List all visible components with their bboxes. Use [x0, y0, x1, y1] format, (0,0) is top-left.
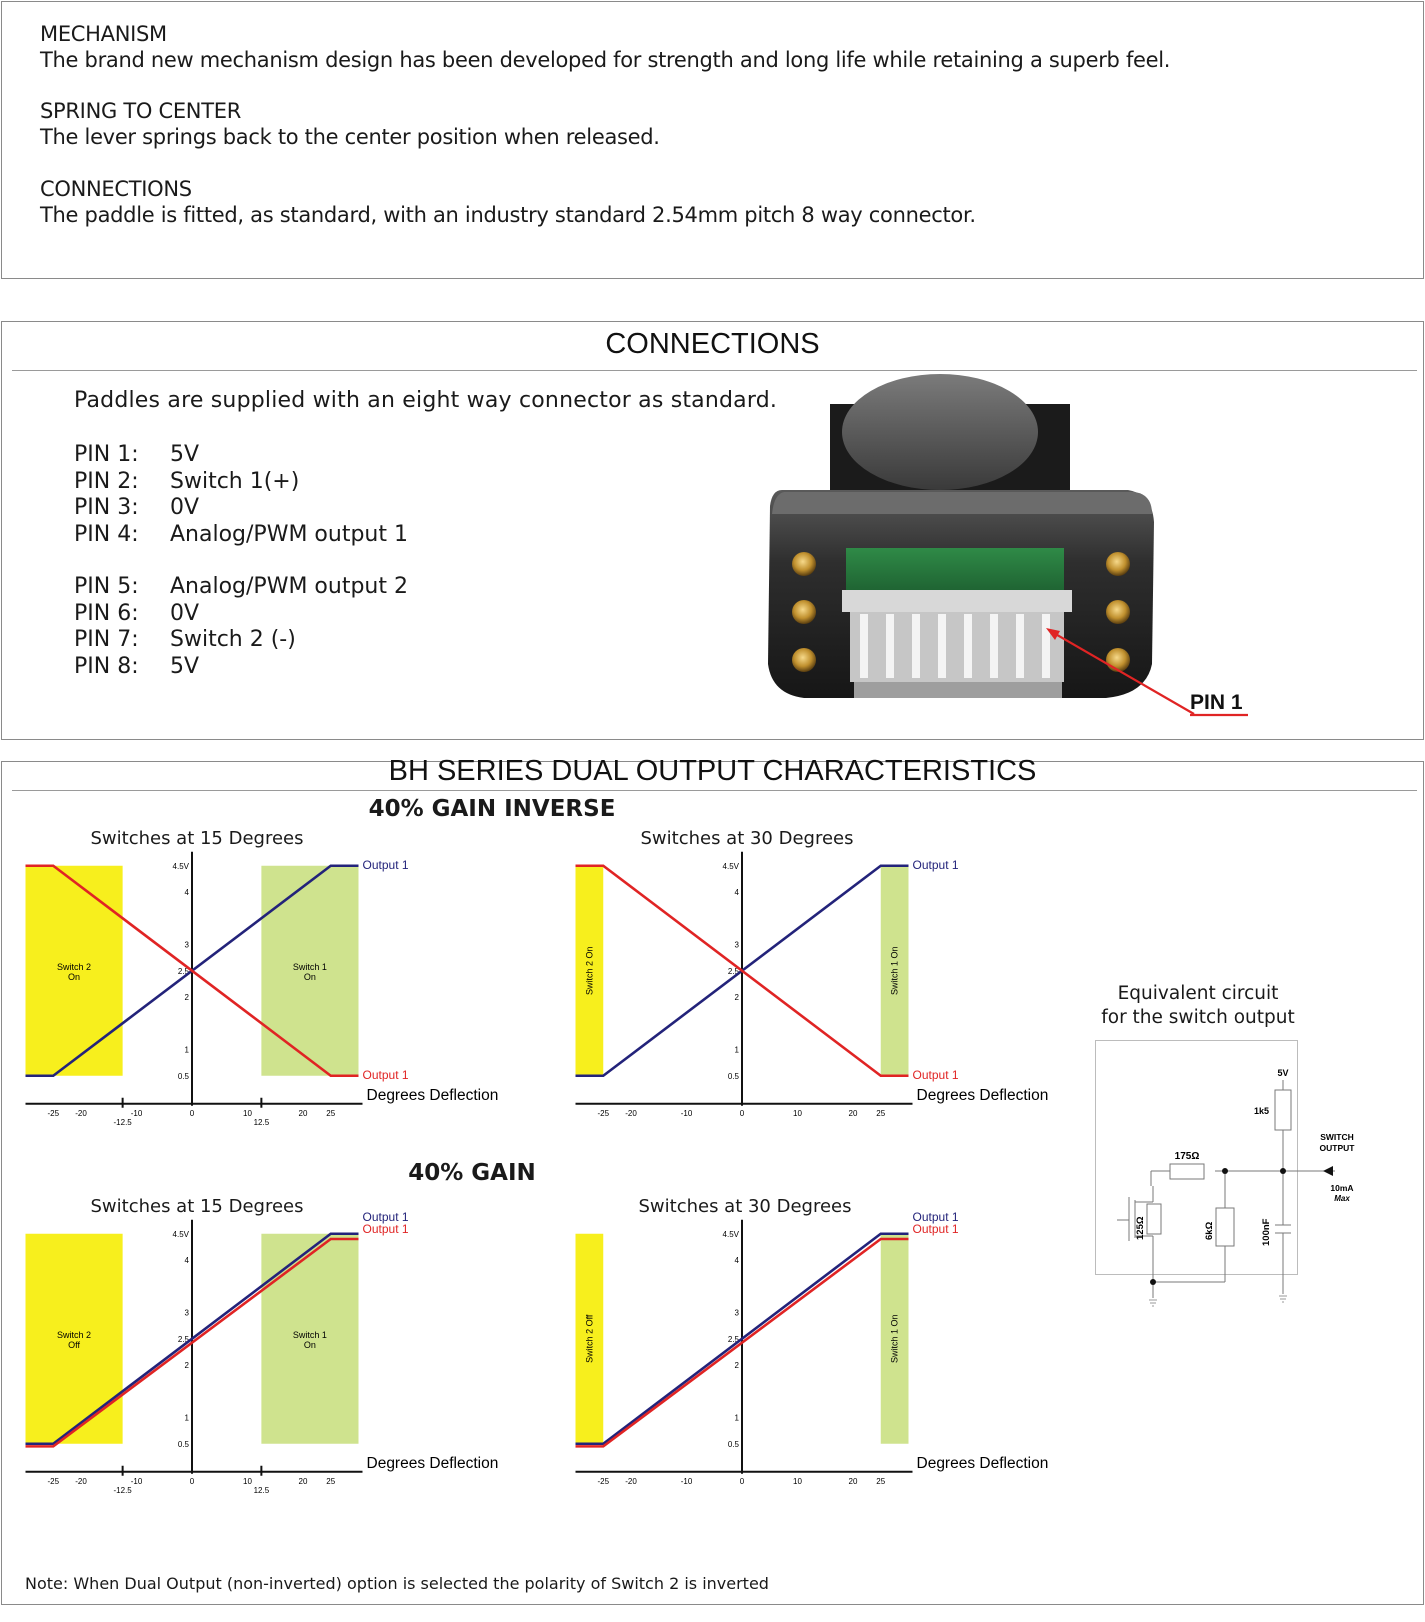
x-tick-label: 12.5: [253, 1485, 270, 1495]
r-series-label: 175Ω: [1174, 1151, 1200, 1162]
y-tick-label: 0.5: [727, 1439, 739, 1449]
pin-name: PIN 8:: [74, 653, 139, 679]
chart-title: Switches at 15 Degrees: [90, 1196, 304, 1217]
pin-value: Switch 1(+): [170, 468, 300, 494]
ground-icon: [1149, 1300, 1157, 1306]
y-tick-label: 4: [184, 1256, 189, 1265]
pin-value: 0V: [170, 495, 200, 520]
y-tick-label: 1: [184, 1413, 189, 1423]
pin-name: PIN 5:: [74, 574, 139, 599]
screw-icon: [792, 600, 816, 624]
pin-value: Analog/PWM output 1: [170, 521, 408, 547]
series-label: Output 1: [362, 857, 409, 872]
pin-value: 0V: [170, 600, 200, 626]
r-gate-label: 125Ω: [1135, 1216, 1146, 1240]
x-tick-label: 20: [298, 1108, 308, 1118]
switch-zone-label: On: [303, 1339, 316, 1350]
x-tick-label: -25: [47, 1476, 60, 1486]
pin-value: 5V: [170, 653, 200, 679]
x-tick-label: 25: [876, 1476, 886, 1486]
panel-title: BH SERIES DUAL OUTPUT CHARACTERISTICS: [388, 755, 1037, 787]
chart-inverse-15: [20, 857, 540, 1160]
pin-row: [74, 601, 408, 628]
x-tick-label: -25: [597, 1476, 610, 1486]
pin-row: [74, 469, 408, 496]
y-tick-label: 2: [734, 993, 739, 1002]
pin-list: [74, 442, 408, 680]
y-tick-label: 0.5: [177, 1071, 189, 1081]
equivalent-circuit: [1095, 1040, 1375, 1280]
x-tick-label: -25: [47, 1108, 60, 1118]
series-label: Output 1: [362, 1221, 409, 1236]
y-tick-label: 2.5: [727, 1334, 739, 1344]
resistor-1k5: [1275, 1090, 1291, 1130]
x-tick-label: -12.5: [113, 1117, 132, 1127]
chart-gain-15: [20, 1209, 540, 1528]
x-tick-label: 10: [243, 1476, 252, 1486]
junction-dot: [1280, 1168, 1286, 1174]
x-tick-label: -20: [75, 1476, 87, 1486]
pin-icon: [860, 614, 868, 678]
switch-zone-label: Switch 2 On: [584, 946, 595, 996]
y-tick-label: 4.5V: [722, 861, 739, 871]
y-tick-label: 3: [184, 940, 189, 950]
x-tick-label: -10: [130, 1108, 143, 1118]
chart-inverse-30: [570, 857, 1090, 1160]
pin-name: PIN 2:: [74, 468, 139, 494]
pin-icon: [1042, 614, 1050, 678]
pin-name: PIN 1:: [74, 442, 139, 467]
chart-title: Switches at 30 Degrees: [640, 828, 854, 849]
resistor-175: [1170, 1164, 1204, 1179]
y-tick-label: 2.5: [177, 966, 189, 976]
pin-row: [74, 442, 408, 469]
screw-icon: [1106, 552, 1130, 576]
circuit-title-line: Equivalent circuit: [1117, 983, 1279, 1004]
y-tick-label: 4: [734, 888, 739, 897]
features-panel: [1, 1, 1424, 279]
y-tick-label: 1: [734, 1413, 739, 1423]
ground-icon: [1279, 1296, 1287, 1302]
r-pullup-label: 1k5: [1253, 1106, 1269, 1116]
feature-text: The brand new mechanism design has been developed for strength and long life while retaining a superb feel.: [40, 48, 1171, 72]
resistor-6k: [1216, 1208, 1234, 1246]
switch-zone-label: On: [68, 971, 81, 982]
y-tick-label: 3: [734, 1308, 739, 1318]
resistor-125: [1147, 1204, 1161, 1234]
y-tick-label: 1: [184, 1045, 189, 1055]
chart-title: Switches at 30 Degrees: [638, 1196, 852, 1217]
x-axis-label: Degrees Deflection: [366, 1086, 499, 1104]
connector-pcb: [846, 548, 1064, 596]
inverse-heading: 40% GAIN INVERSE: [368, 796, 616, 822]
x-tick-label: -20: [625, 1108, 637, 1118]
pin-row: [74, 522, 408, 549]
connections-panel: [1, 321, 1424, 740]
pin-row: [74, 495, 408, 522]
x-axis-label: Degrees Deflection: [916, 1086, 1049, 1104]
connector-header: [850, 612, 1064, 682]
x-tick-label: 10: [793, 1476, 802, 1486]
pin-name: PIN 4:: [74, 521, 139, 547]
current-label: 10mA: [1330, 1183, 1354, 1193]
x-tick-label: 0: [739, 1476, 745, 1486]
pin-icon: [912, 614, 920, 678]
circuit-title: [1088, 982, 1308, 1030]
switch-zone-label: Off: [68, 1339, 80, 1350]
x-tick-label: 12.5: [253, 1117, 270, 1127]
x-tick-label: 20: [848, 1108, 858, 1118]
y-tick-label: 1: [734, 1045, 739, 1055]
output-label: OUTPUT: [1319, 1143, 1355, 1153]
feature-heading: CONNECTIONS: [40, 177, 192, 201]
pin-name: PIN 7:: [74, 627, 139, 652]
series-label: Output 1: [912, 1067, 959, 1082]
junction-dot: [1222, 1168, 1228, 1174]
connector-header-base: [854, 682, 1062, 698]
switch-zone-label: Switch 1: [292, 1329, 327, 1340]
switch-zone-label: Switch 2 Off: [584, 1314, 595, 1363]
feature-connections: [40, 176, 976, 228]
x-tick-label: -20: [75, 1108, 87, 1118]
x-tick-label: -10: [680, 1476, 693, 1486]
characteristics-panel: [1, 755, 1424, 1605]
x-tick-label: 25: [326, 1108, 336, 1118]
feature-mechanism: [40, 21, 1170, 73]
screw-icon: [1106, 648, 1130, 672]
x-tick-label: -10: [680, 1108, 693, 1118]
pin-icon: [938, 614, 946, 678]
screw-icon: [792, 648, 816, 672]
footnote: Note: When Dual Output (non-inverted) option is selected the polarity of Switch 2 is inverted: [25, 1574, 769, 1593]
x-tick-label: 25: [326, 1476, 336, 1486]
x-tick-label: 0: [739, 1108, 745, 1118]
body-top-edge: [772, 492, 1152, 514]
y-tick-label: 2.5: [177, 1334, 189, 1344]
chart-gain-30: [570, 1209, 1090, 1528]
pin-icon: [964, 614, 972, 678]
circuit-title-line: for the switch output: [1101, 1007, 1295, 1028]
y-tick-label: 4: [734, 1256, 739, 1265]
series-label: Output 1: [912, 1221, 959, 1236]
capacitor-label: 100nF: [1261, 1218, 1272, 1246]
current-label: Max: [1334, 1194, 1350, 1203]
x-tick-label: 20: [298, 1476, 308, 1486]
divider: [12, 370, 1417, 371]
switch-zone-label: Switch 1 On: [889, 1314, 900, 1364]
x-tick-label: -12.5: [113, 1485, 132, 1495]
feature-heading: MECHANISM: [40, 22, 167, 46]
feature-text: The lever springs back to the center position when released.: [40, 125, 660, 149]
switch-zone-label: Switch 2: [57, 1329, 92, 1340]
feature-text: The paddle is fitted, as standard, with an industry standard 2.54mm pitch 8 way connector.: [40, 203, 976, 227]
chart-title: Switches at 15 Degrees: [90, 828, 304, 849]
series-label: Output 1: [362, 1209, 409, 1224]
output-label: SWITCH: [1320, 1132, 1354, 1142]
screw-icon: [792, 552, 816, 576]
pin-name: PIN 6:: [74, 600, 139, 626]
y-tick-label: 2: [184, 993, 189, 1002]
connector-photo: [742, 402, 1302, 738]
panel-title: CONNECTIONS: [605, 328, 820, 360]
junction-dot: [1150, 1279, 1156, 1285]
pin-name: PIN 3:: [74, 495, 139, 520]
x-axis-label: Degrees Deflection: [916, 1454, 1049, 1472]
pin-value: Analog/PWM output 2: [170, 574, 408, 599]
series-label: Output 1: [912, 857, 959, 872]
feature-spring: [40, 98, 660, 150]
connections-intro: Paddles are supplied with an eight way connector as standard.: [74, 388, 778, 413]
gain-heading: 40% GAIN: [408, 1160, 536, 1186]
x-tick-label: -25: [597, 1108, 610, 1118]
screw-icon: [1106, 600, 1130, 624]
pin-row: [74, 574, 408, 601]
series-label: Output 1: [362, 1067, 409, 1082]
r-bias-label: 6kΩ: [1204, 1221, 1215, 1240]
y-tick-label: 0.5: [727, 1071, 739, 1081]
y-tick-label: 3: [184, 1308, 189, 1318]
y-tick-label: 2: [184, 1361, 189, 1370]
x-tick-label: 0: [189, 1476, 195, 1486]
switch-zone-label: Switch 1: [292, 961, 327, 972]
connector-header-top: [842, 590, 1072, 612]
supply-label: 5V: [1277, 1068, 1289, 1078]
y-tick-label: 4: [184, 888, 189, 897]
y-tick-label: 3: [734, 940, 739, 950]
pin-icon: [990, 614, 998, 678]
pin1-label: PIN 1: [1190, 691, 1243, 714]
y-tick-label: 4.5V: [722, 1229, 739, 1239]
switch-zone-label: On: [303, 971, 316, 982]
y-tick-label: 2: [734, 1361, 739, 1370]
x-axis-label: Degrees Deflection: [366, 1454, 499, 1472]
divider: [12, 790, 1417, 791]
y-tick-label: 4.5V: [172, 1229, 189, 1239]
series-label: Output 1: [912, 1209, 959, 1224]
pin-icon: [886, 614, 894, 678]
y-tick-label: 0.5: [177, 1439, 189, 1449]
switch-zone-label: Switch 2: [57, 961, 92, 972]
pin-icon: [1016, 614, 1024, 678]
x-tick-label: 10: [793, 1108, 802, 1118]
y-tick-label: 2.5: [727, 966, 739, 976]
x-tick-label: 0: [189, 1108, 195, 1118]
switch-zone-label: Switch 1 On: [889, 946, 900, 996]
pin-value: 5V: [170, 442, 200, 467]
y-tick-label: 4.5V: [172, 861, 189, 871]
x-tick-label: -20: [625, 1476, 637, 1486]
lever-hub: [842, 374, 1038, 490]
pin-value: Switch 2 (-): [170, 627, 296, 652]
feature-heading: SPRING TO CENTER: [40, 99, 241, 123]
pin-row: [74, 654, 408, 681]
x-tick-label: 20: [848, 1476, 858, 1486]
x-tick-label: 10: [243, 1108, 252, 1118]
output-arrow-icon: [1323, 1166, 1333, 1176]
x-tick-label: 25: [876, 1108, 886, 1118]
pin-row: [74, 627, 408, 654]
x-tick-label: -10: [130, 1476, 143, 1486]
